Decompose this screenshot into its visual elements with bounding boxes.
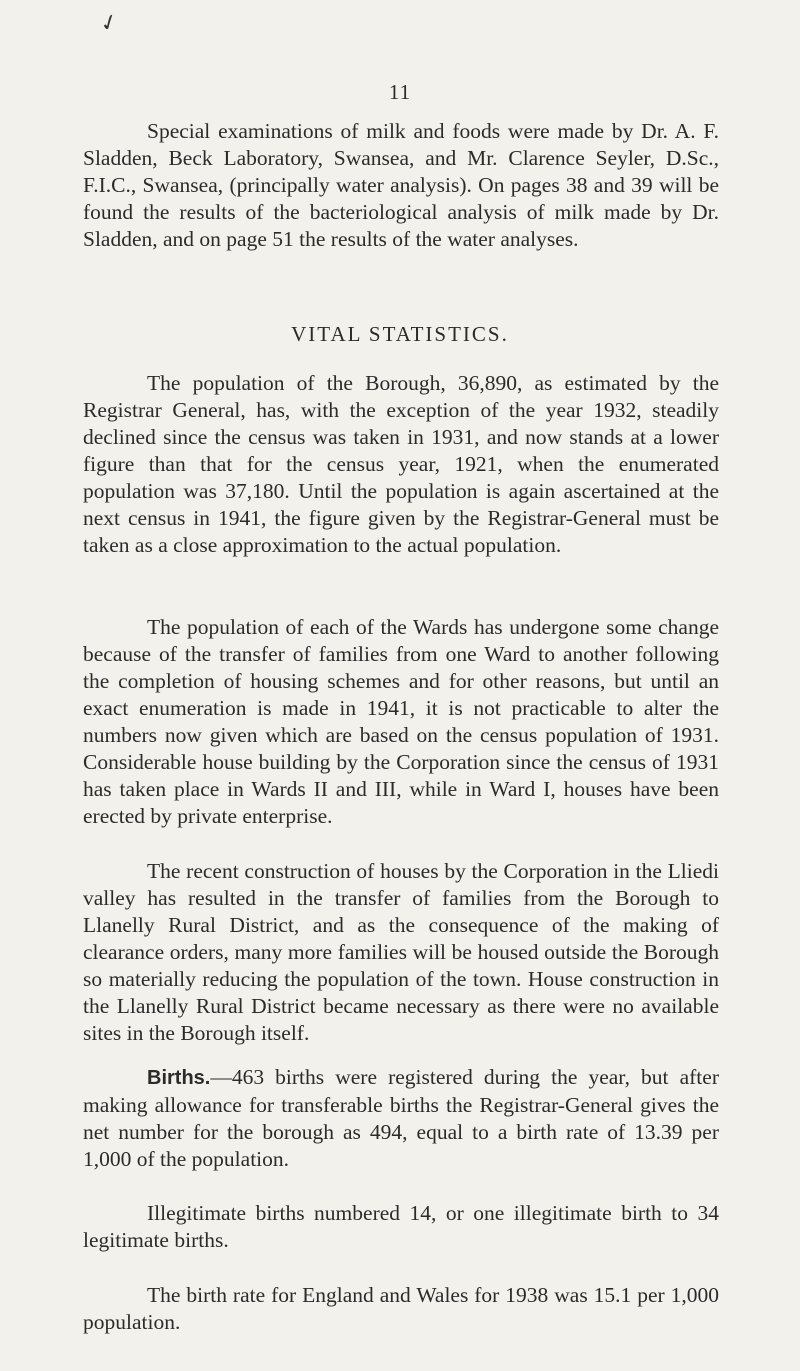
births-text: —463 births were registered during the year, but after making allowance for transferable births the Registrar-General gives the net number for the borough as 494, equal to a birth rate of 13.39 per 1,000 of the population. bbox=[83, 1065, 719, 1171]
page-number: 11 bbox=[388, 80, 412, 104]
section-heading: VITAL STATISTICS. bbox=[291, 322, 509, 346]
national-rate-paragraph: The birth rate for England and Wales for 1938 was 15.1 per 1,000 population. bbox=[83, 1283, 719, 1334]
population-paragraph: The population of the Borough, 36,890, as estimated by the Registrar General, has, with the exception of the year 1932, steadily declined since the census was taken in 1931, and now stands at a lower figure than that for the census year, 1921, when the enumerated population was 37,180. Until the population is again ascertained at the next census in 1941, the figure given by the Registrar-General must be taken as a close approximation to the actual population. bbox=[83, 371, 719, 557]
check-mark-icon: ✓ bbox=[96, 7, 122, 38]
wards-paragraph: The population of each of the Wards has undergone some change because of the transfer of families from one Ward to another following the completion of housing schemes and for other reasons, but until an exact enumeration is made in 1941, it is not practicable to alter the numbers now given which are based on the census population of 1931. Considerable house building by the Corporation since the census of 1931 has taken place in Wards II and III, while in Ward I, houses have been erected by private enterprise. bbox=[83, 615, 719, 828]
intro-paragraph: Special examinations of milk and foods were made by Dr. A. F. Sladden, Beck Laboratory, Swansea, and Mr. Clarence Seyler, D.Sc., F.I.C., Swansea, (principally water analysis). On pages 38 and 39 will be found the results of the bacteriological analysis of milk made by Dr. Sladden, and on page 51 the results of the water analyses. bbox=[83, 119, 719, 251]
births-lead: Births. bbox=[147, 1067, 211, 1089]
illegitimate-paragraph: Illegitimate births numbered 14, or one illegitimate birth to 34 legitimate births. bbox=[83, 1201, 719, 1252]
construction-paragraph: The recent construction of houses by the Corporation in the Lliedi valley has resulted in the transfer of families from the Borough to Llanelly Rural District, and as the consequence of the making of clearance orders, many more families will be housed outside the Borough so materially reducing the population of the town. House construction in the Llanelly Rural District became necessary as there were no available sites in the Borough itself. bbox=[83, 859, 719, 1045]
births-paragraph bbox=[83, 1064, 719, 1173]
